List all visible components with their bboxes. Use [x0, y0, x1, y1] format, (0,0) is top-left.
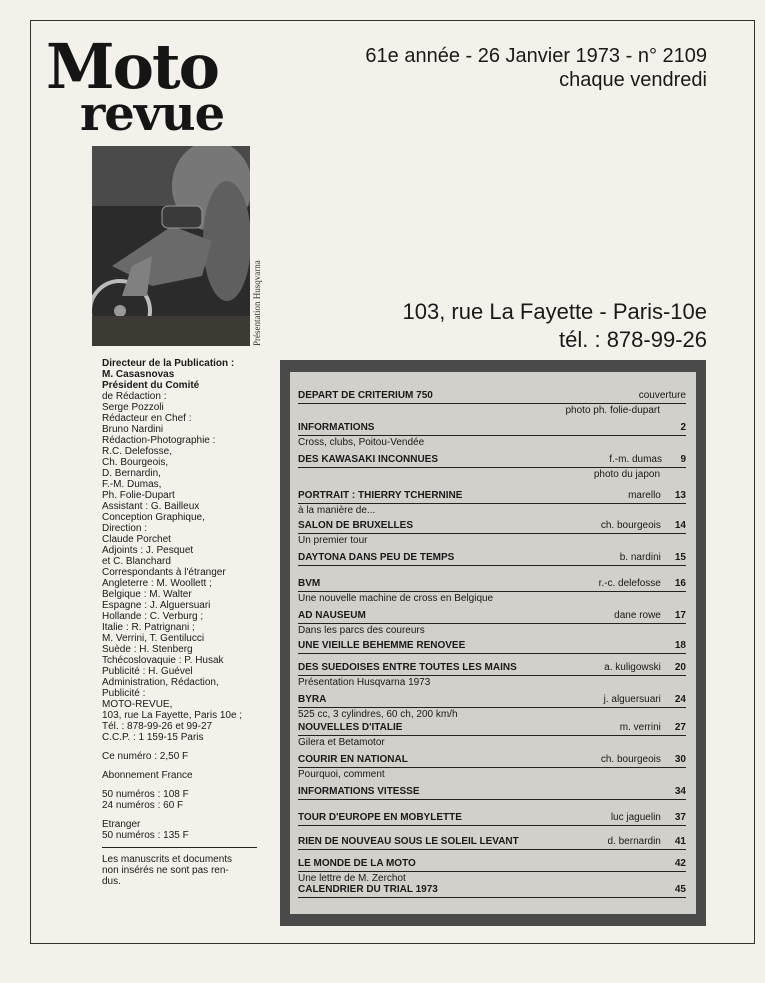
staff-line: Espagne : J. Alguersuari: [102, 600, 211, 611]
toc-author: a. kuligowski: [604, 662, 661, 673]
toc-entry-header: [298, 520, 686, 534]
toc-title: COURIR EN NATIONAL: [298, 754, 408, 765]
subscription-50: 50 numéros : 108 F: [102, 789, 189, 800]
toc-entry: [298, 422, 686, 449]
toc-title: NOUVELLES D'ITALIE: [298, 722, 403, 733]
staff-line: M. Casasnovas: [102, 369, 175, 380]
cover-photo: [92, 146, 250, 346]
toc-entry: [298, 694, 686, 721]
toc-entry-header: [298, 610, 686, 624]
toc-entry-header: [298, 578, 686, 592]
toc-page-number: 45: [674, 884, 686, 895]
table-of-contents: [280, 360, 706, 926]
staff-line: de Rédaction :: [102, 391, 167, 402]
toc-entry: [298, 836, 686, 850]
toc-title: DEPART DE CRITERIUM 750: [298, 390, 433, 401]
toc-entry-header: [298, 786, 686, 800]
toc-entry-header: [298, 422, 686, 436]
toc-entry: [298, 812, 686, 826]
staff-line: et C. Blanchard: [102, 556, 171, 567]
toc-entry: [298, 454, 686, 481]
divider: [102, 847, 257, 848]
toc-entry-header: [298, 754, 686, 768]
toc-page-number: 34: [674, 786, 686, 797]
toc-subtitle: Présentation Husqvarna 1973: [298, 677, 431, 688]
toc-title: TOUR D'EUROPE EN MOBYLETTE: [298, 812, 462, 823]
toc-photo-credit: photo du japon: [593, 469, 660, 480]
staff-line: Publicité :: [102, 688, 146, 699]
toc-subtitle: Une lettre de M. Zerchot: [298, 873, 406, 884]
toc-entry: [298, 552, 686, 566]
toc-title: INFORMATIONS: [298, 422, 375, 433]
street-address: 103, rue La Fayette - Paris-10e: [402, 299, 707, 324]
staff-line: Tchécoslovaquie : P. Husak: [102, 655, 224, 666]
toc-title: CALENDRIER DU TRIAL 1973: [298, 884, 438, 895]
staff-line: Ch. Bourgeois,: [102, 457, 169, 468]
toc-author: f.-m. dumas: [609, 454, 662, 465]
logo-revue-text: revue: [80, 86, 225, 142]
toc-page-number: 9: [680, 454, 686, 465]
toc-author: marello: [628, 490, 661, 501]
issue-price: Ce numéro : 2,50 F: [102, 751, 189, 762]
toc-title: BVM: [298, 578, 321, 589]
staff-line: Président du Comité: [102, 380, 200, 391]
toc-subtitle: à la manière de...: [298, 505, 376, 516]
toc-page-number: 20: [674, 662, 686, 673]
staff-line: Conception Graphique,: [102, 512, 205, 523]
toc-entry: [298, 490, 686, 517]
toc-title: DES SUEDOISES ENTRE TOUTES LES MAINS: [298, 662, 517, 673]
address-block: [403, 298, 708, 354]
toc-subtitle: Dans les parcs des coureurs: [298, 625, 425, 636]
staff-line: Directeur de la Publication :: [102, 358, 235, 369]
toc-entry-header: [298, 884, 686, 898]
toc-page-number: 13: [674, 490, 686, 501]
toc-entry-header: [298, 390, 686, 404]
toc-title: AD NAUSEUM: [298, 610, 366, 621]
toc-entry: [298, 786, 686, 800]
toc-entry: [298, 754, 686, 781]
issue-line: 61e année - 26 Janvier 1973 - n° 2109: [365, 45, 707, 67]
staff-line: Rédacteur en Chef :: [102, 413, 192, 424]
staff-line: MOTO-REVUE,: [102, 699, 173, 710]
staff-line: Adjoints : J. Pesquet: [102, 545, 194, 556]
toc-title: DAYTONA DANS PEU DE TEMPS: [298, 552, 455, 563]
toc-entry: [298, 610, 686, 637]
toc-author: j. alguersuari: [603, 694, 661, 705]
foreign-title: Etranger: [102, 819, 141, 830]
toc-page-number: 16: [674, 578, 686, 589]
toc-subtitle: Gilera et Betamotor: [298, 737, 385, 748]
staff-line: C.C.P. : 1 159-15 Paris: [102, 732, 204, 743]
toc-entry: [298, 390, 686, 417]
staff-line: Assistant : G. Bailleux: [102, 501, 200, 512]
moto-revue-logo: [46, 30, 261, 144]
toc-entry-header: [298, 858, 686, 872]
foreign-50: 50 numéros : 135 F: [102, 830, 189, 841]
toc-photo-credit: photo ph. folie-dupart: [565, 405, 660, 416]
toc-page-number: 42: [674, 858, 686, 869]
toc-subtitle: Cross, clubs, Poitou-Vendée: [298, 437, 425, 448]
staff-column: [102, 358, 264, 887]
toc-page-number: 41: [674, 836, 686, 847]
toc-page-number: 15: [674, 552, 686, 563]
toc-title: LE MONDE DE LA MOTO: [298, 858, 416, 869]
subscription-title: Abonnement France: [102, 770, 193, 781]
staff-line: Publicité : H. Guével: [102, 666, 193, 677]
toc-page-number: 37: [674, 812, 686, 823]
toc-author: r.-c. delefosse: [598, 578, 661, 589]
toc-page-number: 17: [674, 610, 686, 621]
toc-title: INFORMATIONS VITESSE: [298, 786, 420, 797]
toc-entry: [298, 520, 686, 547]
staff-line: Ph. Folie-Dupart: [102, 490, 175, 501]
toc-subtitle: Un premier tour: [298, 535, 368, 546]
toc-entry: [298, 640, 686, 654]
toc-title: RIEN DE NOUVEAU SOUS LE SOLEIL LEVANT: [298, 836, 519, 847]
toc-entry-header: [298, 836, 686, 850]
issue-info: [365, 44, 707, 92]
toc-entry: [298, 884, 686, 898]
toc-entry-header: [298, 662, 686, 676]
toc-entry: [298, 662, 686, 689]
toc-title: UNE VIEILLE BEHEMME RENOVEE: [298, 640, 466, 651]
disclaimer-1: Les manuscrits et documents: [102, 854, 233, 865]
toc-entry-header: [298, 454, 686, 468]
staff-line: F.-M. Dumas,: [102, 479, 162, 490]
toc-subtitle: 525 cc, 3 cylindres, 60 ch, 200 km/h: [298, 709, 458, 720]
toc-page-number: 30: [674, 754, 686, 765]
disclaimer-2: non insérés ne sont pas ren-: [102, 865, 229, 876]
toc-entry-header: [298, 694, 686, 708]
staff-line: 103, rue La Fayette, Paris 10e ;: [102, 710, 243, 721]
toc-page-number: 14: [674, 520, 686, 531]
staff-line: Tél. : 878-99-26 et 99-27: [102, 721, 213, 732]
toc-title: PORTRAIT : THIERRY TCHERNINE: [298, 490, 463, 501]
disclaimer-3: dus.: [102, 876, 121, 887]
staff-line: Suède : H. Stenberg: [102, 644, 193, 655]
toc-entry: [298, 858, 686, 885]
toc-author: luc jaguelin: [610, 812, 661, 823]
staff-line: Belgique : M. Walter: [102, 589, 192, 600]
staff-line: Claude Porchet: [102, 534, 171, 545]
toc-page-number: 2: [680, 422, 686, 433]
staff-line: M. Verrini, T. Gentilucci: [102, 633, 205, 644]
toc-author: b. nardini: [619, 552, 661, 563]
toc-title: DES KAWASAKI INCONNUES: [298, 454, 439, 465]
staff-line: Correspondants à l'étranger: [102, 567, 226, 578]
toc-panel: [290, 372, 696, 914]
toc-title: BYRA: [298, 694, 327, 705]
logo-moto-text: Moto: [46, 30, 218, 103]
toc-entry-header: [298, 812, 686, 826]
staff-line: Administration, Rédaction,: [102, 677, 219, 688]
staff-line: Serge Pozzoli: [102, 402, 164, 413]
staff-line: Rédaction-Photographie :: [102, 435, 216, 446]
toc-page-number: couverture: [638, 390, 686, 401]
staff-list: [102, 358, 264, 743]
toc-page-number: 18: [674, 640, 686, 651]
staff-line: Italie : R. Patrignani ;: [102, 622, 195, 633]
toc-entry: [298, 722, 686, 749]
staff-line: Angleterre : M. Woollett ;: [102, 578, 212, 589]
toc-page-number: 24: [674, 694, 686, 705]
toc-entry: [298, 578, 686, 605]
staff-line: R.C. Delefosse,: [102, 446, 173, 457]
issue-frequency: chaque vendredi: [559, 69, 707, 91]
phone-number: tél. : 878-99-26: [559, 327, 707, 352]
toc-author: m. verrini: [619, 722, 661, 733]
toc-entry-header: [298, 640, 686, 654]
subscription-24: 24 numéros : 60 F: [102, 800, 184, 811]
staff-line: Direction :: [102, 523, 148, 534]
toc-author: ch. bourgeois: [600, 520, 661, 531]
staff-line: Hollande : C. Verburg ;: [102, 611, 204, 622]
staff-line: Bruno Nardini: [102, 424, 164, 435]
toc-page-number: 27: [674, 722, 686, 733]
toc-entry-header: [298, 552, 686, 566]
toc-entry-header: [298, 490, 686, 504]
toc-entry-header: [298, 722, 686, 736]
toc-author: d. bernardin: [607, 836, 661, 847]
toc-subtitle: Une nouvelle machine de cross en Belgique: [298, 593, 494, 604]
toc-title: SALON DE BRUXELLES: [298, 520, 414, 531]
staff-line: D. Bernardin,: [102, 468, 161, 479]
toc-subtitle: Pourquoi, comment: [298, 769, 385, 780]
photo-credit: Présentation Husqvarna: [252, 260, 262, 346]
toc-author: dane rowe: [614, 610, 661, 621]
toc-author: ch. bourgeois: [600, 754, 661, 765]
